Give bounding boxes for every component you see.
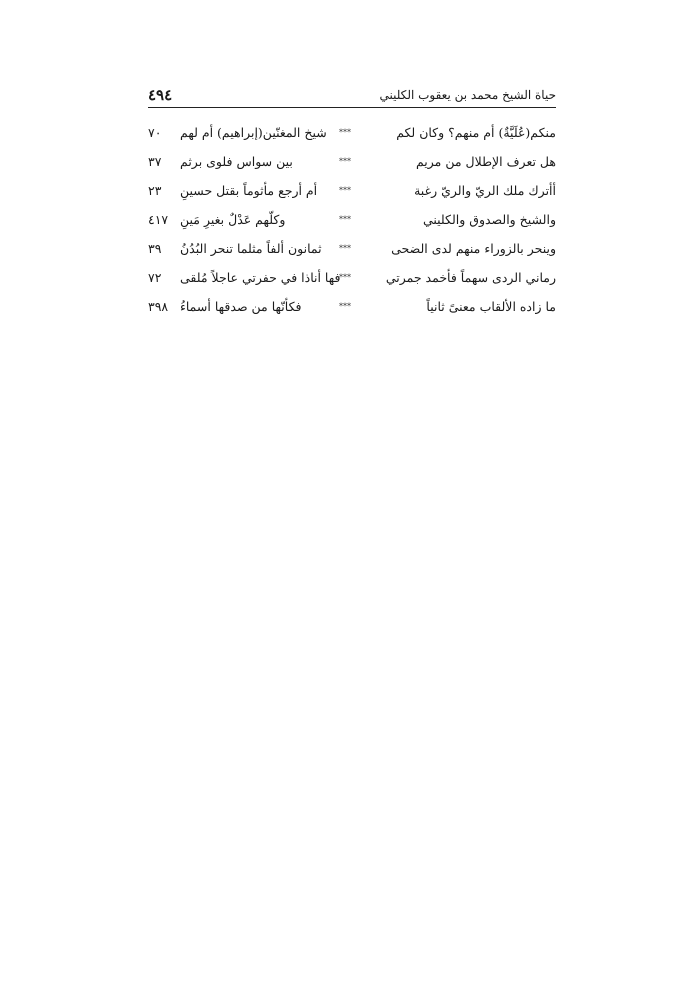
verse-separator: *** (339, 186, 351, 195)
second-hemistich: ثمانون ألفاً مثلما تنحر البُدُنُ (180, 241, 322, 256)
first-hemistich: ما زاده الألقاب معنىً ثانياً (426, 299, 556, 314)
page-number: ٤٩٤ (148, 86, 173, 104)
verse-row (148, 205, 556, 234)
page-reference: ٣٧ (148, 154, 162, 169)
page-reference: ٧٢ (148, 270, 162, 285)
verse-separator: *** (339, 215, 351, 224)
verse-row (148, 176, 556, 205)
page-reference: ٤١٧ (148, 212, 169, 227)
verse-row (148, 263, 556, 292)
first-hemistich: والشيخ والصدوق والكليني (422, 212, 556, 227)
page-reference: ٣٩٨ (148, 299, 169, 314)
verse-row (148, 292, 556, 321)
verse-separator: *** (339, 157, 351, 166)
second-hemistich-cell (148, 118, 327, 147)
first-hemistich: رماني الردى سهماً فأخمد جمرتي (385, 270, 556, 285)
page-reference: ٣٩ (148, 241, 162, 256)
second-hemistich-cell (148, 292, 308, 321)
second-hemistich: وكلّهم عَدْلٌ بغيرِ مَينِ (180, 212, 286, 227)
verse-index-list (148, 118, 556, 321)
first-hemistich: منكم(عُلَيَّةٌ) أم منهم؟ وكان لكم (396, 125, 556, 140)
first-hemistich: أأترك ملك الريّ والريّ رغبة (414, 183, 556, 198)
second-hemistich-cell (148, 176, 318, 205)
second-hemistich-cell (148, 263, 341, 292)
second-hemistich: بين سواس فلوى برثم (180, 154, 293, 169)
verse-row (148, 234, 556, 263)
header-rule (148, 107, 556, 108)
verse-separator: *** (339, 302, 351, 311)
second-hemistich: فها أناذا في حفرتي عاجلاً مُلقى (180, 270, 341, 285)
verse-separator: *** (339, 273, 351, 282)
second-hemistich: فكأنّها من صدقها أسماءُ (180, 299, 302, 314)
second-hemistich: شيخ المغنّين(إبراهيم) أم لهم (180, 125, 327, 140)
second-hemistich: أم أرجع مأثوماً بقتل حسينِ (180, 183, 318, 198)
second-hemistich-cell (148, 147, 308, 176)
page-reference: ٧٠ (148, 125, 162, 140)
first-hemistich: وينحر بالزوراء منهم لدى الضحى (391, 241, 556, 256)
second-hemistich-cell (148, 234, 322, 263)
page-reference: ٢٣ (148, 183, 162, 198)
verse-row (148, 147, 556, 176)
running-header (148, 84, 556, 108)
verse-separator: *** (339, 128, 351, 137)
second-hemistich-cell (148, 205, 308, 234)
verse-row (148, 118, 556, 147)
first-hemistich: هل تعرف الإطلال من مريم (415, 154, 556, 169)
verse-separator: *** (339, 244, 351, 253)
running-title: حياة الشيخ محمد بن يعقوب الكليني (379, 88, 556, 102)
